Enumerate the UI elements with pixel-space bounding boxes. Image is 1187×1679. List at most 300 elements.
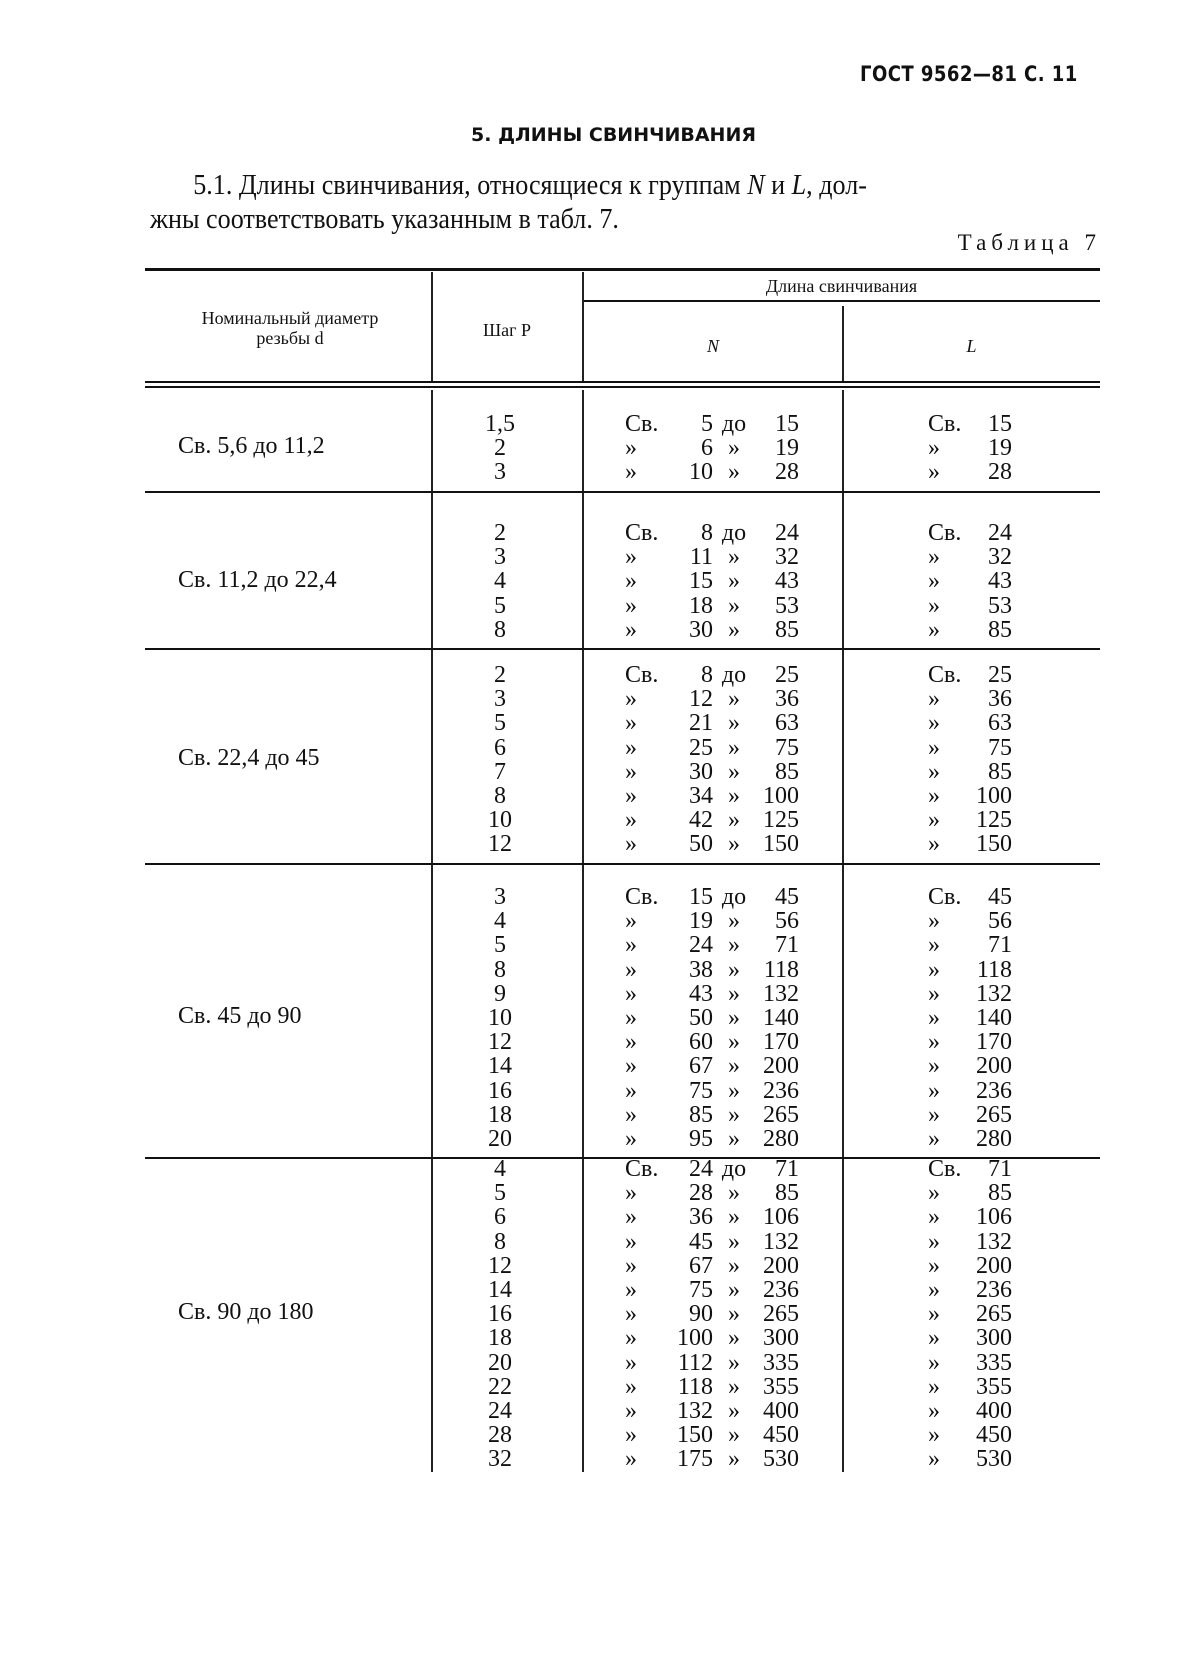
step-value: 6	[494, 1204, 506, 1231]
n-to: 63	[775, 710, 799, 737]
header-group-l: L	[966, 336, 977, 356]
n-mid: »	[728, 592, 740, 619]
n-to: 71	[775, 932, 799, 959]
n-mid: »	[728, 1398, 740, 1424]
n-pre: »	[625, 1077, 637, 1104]
l-val: 45	[988, 884, 1012, 910]
n-pre: »	[625, 686, 637, 713]
n-from: 67	[689, 1252, 713, 1279]
n-to: 125	[763, 807, 799, 834]
n-pre: »	[625, 1228, 637, 1255]
diameter-range: Св. 90 до 180	[178, 1299, 314, 1326]
n-pre: »	[625, 1180, 637, 1207]
n-mid: »	[728, 908, 740, 935]
n-from: 60	[689, 1029, 713, 1056]
n-to: 200	[763, 1053, 799, 1080]
l-val: 75	[988, 734, 1012, 761]
l-val: 265	[976, 1301, 1012, 1328]
l-pre: »	[928, 1204, 940, 1231]
step-value: 7	[494, 758, 506, 785]
step-value: 5	[494, 1180, 506, 1207]
step-value: 16	[488, 1301, 512, 1328]
l-val: 15	[988, 411, 1012, 437]
n-mid: »	[728, 435, 740, 462]
length-n-range	[625, 1326, 799, 1350]
n-to: 100	[763, 783, 799, 809]
l-pre: »	[928, 1180, 940, 1207]
l-pre: »	[928, 1228, 940, 1255]
l-pre: »	[928, 1029, 940, 1056]
n-pre: »	[625, 592, 637, 619]
l-pre: »	[928, 616, 940, 643]
running-head: ГОСТ 9562—81 С. 11	[860, 62, 1078, 86]
n-from: 42	[689, 807, 713, 834]
n-from: 38	[689, 956, 713, 983]
l-pre: »	[928, 1373, 940, 1400]
l-pre: »	[928, 686, 940, 713]
length-n-range	[625, 1127, 799, 1151]
n-to: 45	[775, 884, 799, 910]
n-from: 8	[701, 662, 713, 688]
length-n-range	[625, 1375, 799, 1399]
n-pre: Св.	[625, 884, 659, 910]
length-l-value	[928, 1399, 1012, 1423]
n-from: 30	[689, 616, 713, 643]
l-val: 236	[976, 1277, 1012, 1303]
length-n-range	[625, 1230, 799, 1254]
l-pre: »	[928, 1126, 940, 1152]
n-pre: »	[625, 1277, 637, 1303]
n-mid: »	[728, 831, 740, 858]
l-val: 85	[988, 616, 1012, 643]
table-top-rule	[145, 268, 1100, 271]
l-pre: »	[928, 1422, 940, 1449]
n-mid: »	[728, 734, 740, 761]
step-value: 14	[488, 1053, 512, 1080]
n-mid: до	[721, 1156, 747, 1182]
n-pre: »	[625, 1029, 637, 1056]
step-value: 2	[494, 520, 506, 546]
length-l-value	[928, 1103, 1012, 1127]
length-l-value	[928, 1030, 1012, 1054]
n-mid: »	[728, 1446, 740, 1473]
n-to: 53	[775, 592, 799, 619]
n-from: 95	[689, 1126, 713, 1152]
l-val: 280	[976, 1126, 1012, 1152]
l-pre: »	[928, 1398, 940, 1424]
n-mid: »	[728, 568, 740, 595]
paragraph-number: 5.1.	[193, 169, 233, 201]
length-l-value	[928, 958, 1012, 982]
l-pre: »	[928, 592, 940, 619]
n-mid: до	[721, 662, 747, 688]
length-l-value	[928, 1127, 1012, 1151]
step-value: 12	[488, 1029, 512, 1056]
length-n-range	[625, 736, 799, 760]
n-mid: »	[728, 1349, 740, 1376]
n-from: 24	[689, 932, 713, 959]
length-n-range	[625, 1103, 799, 1127]
l-pre: »	[928, 734, 940, 761]
n-from: 75	[689, 1077, 713, 1104]
n-pre: »	[625, 1204, 637, 1231]
n-pre: »	[625, 1101, 637, 1128]
n-mid: »	[728, 1422, 740, 1449]
n-pre: »	[625, 1301, 637, 1328]
l-val: 200	[976, 1252, 1012, 1279]
l-pre: »	[928, 980, 940, 1007]
length-n-range	[625, 1079, 799, 1103]
n-from: 12	[689, 686, 713, 713]
length-n-range	[625, 1030, 799, 1054]
n-to: 280	[763, 1126, 799, 1152]
length-l-value	[928, 663, 1012, 687]
step-value: 3	[494, 884, 506, 910]
l-pre: »	[928, 1077, 940, 1104]
length-n-range	[625, 545, 799, 569]
header-sub-rule	[583, 300, 1100, 302]
n-to: 300	[763, 1325, 799, 1352]
length-l-value	[928, 1423, 1012, 1447]
length-n-range	[625, 1399, 799, 1423]
length-n-range	[625, 909, 799, 933]
length-n-range	[625, 521, 799, 545]
n-mid: до	[721, 884, 747, 910]
diameter-range: Св. 45 до 90	[178, 1003, 302, 1030]
length-n-range	[625, 760, 799, 784]
step-value: 3	[494, 544, 506, 571]
length-l-value	[928, 1205, 1012, 1229]
l-val: 400	[976, 1398, 1012, 1424]
length-l-value	[928, 1230, 1012, 1254]
n-from: 15	[689, 568, 713, 595]
n-mid: до	[721, 520, 747, 546]
length-l-value	[928, 594, 1012, 618]
n-mid: »	[728, 1204, 740, 1231]
length-l-value	[928, 412, 1012, 436]
n-pre: »	[625, 616, 637, 643]
l-pre: »	[928, 1053, 940, 1080]
l-pre: »	[928, 831, 940, 858]
n-from: 118	[677, 1373, 713, 1400]
n-mid: »	[728, 758, 740, 785]
l-val: 355	[976, 1373, 1012, 1400]
n-from: 25	[689, 734, 713, 761]
length-n-range	[625, 1205, 799, 1229]
l-val: 36	[988, 686, 1012, 713]
n-from: 175	[677, 1446, 713, 1473]
n-pre: »	[625, 956, 637, 983]
n-mid: »	[728, 956, 740, 983]
length-n-range	[625, 1157, 799, 1181]
l-val: 71	[988, 932, 1012, 959]
l-pre: »	[928, 956, 940, 983]
n-mid: »	[728, 783, 740, 809]
header-step: Шаг P	[482, 320, 532, 340]
step-value: 12	[488, 1252, 512, 1279]
n-mid: »	[728, 980, 740, 1007]
l-pre: »	[928, 1277, 940, 1303]
l-val: 530	[976, 1446, 1012, 1473]
n-pre: Св.	[625, 520, 659, 546]
l-pre: »	[928, 710, 940, 737]
length-n-range	[625, 460, 799, 484]
paragraph-line-2: жны соответствовать указанным в табл. 7.	[150, 203, 619, 235]
n-mid: »	[728, 1277, 740, 1303]
l-pre: »	[928, 807, 940, 834]
n-mid: »	[728, 1228, 740, 1255]
step-value: 9	[494, 980, 506, 1007]
n-mid: »	[728, 1325, 740, 1352]
l-pre: »	[928, 544, 940, 571]
l-val: 71	[988, 1156, 1012, 1182]
step-value: 8	[494, 956, 506, 983]
length-n-range	[625, 832, 799, 856]
length-l-value	[928, 1351, 1012, 1375]
step-value: 8	[494, 616, 506, 643]
n-mid: »	[728, 1005, 740, 1031]
length-l-value	[928, 1278, 1012, 1302]
step-value: 8	[494, 1228, 506, 1255]
n-from: 50	[689, 831, 713, 858]
l-val: 53	[988, 592, 1012, 619]
l-val: 170	[976, 1029, 1012, 1056]
length-l-value	[928, 982, 1012, 1006]
n-to: 32	[775, 544, 799, 571]
paragraph-text-c: , дол-	[806, 169, 867, 201]
group-separator	[145, 648, 1100, 650]
length-l-value	[928, 1302, 1012, 1326]
l-pre: Св.	[928, 520, 962, 546]
group-separator	[145, 863, 1100, 865]
length-n-range	[625, 436, 799, 460]
l-pre: »	[928, 1349, 940, 1376]
n-from: 15	[689, 884, 713, 910]
n-to: 85	[775, 1180, 799, 1207]
diameter-range: Св. 11,2 до 22,4	[178, 566, 337, 593]
l-pre: Св.	[928, 1156, 962, 1182]
length-n-range	[625, 1278, 799, 1302]
step-value: 5	[494, 932, 506, 959]
n-to: 71	[775, 1156, 799, 1182]
length-n-range	[625, 1423, 799, 1447]
l-val: 450	[976, 1422, 1012, 1449]
l-val: 300	[976, 1325, 1012, 1352]
n-pre: »	[625, 1252, 637, 1279]
step-value: 5	[494, 592, 506, 619]
length-n-range	[625, 1302, 799, 1326]
n-to: 265	[763, 1101, 799, 1128]
l-val: 265	[976, 1101, 1012, 1128]
length-l-value	[928, 885, 1012, 909]
length-l-value	[928, 1375, 1012, 1399]
n-to: 530	[763, 1446, 799, 1473]
length-n-range	[625, 663, 799, 687]
l-val: 43	[988, 568, 1012, 595]
l-val: 85	[988, 1180, 1012, 1207]
body-divider-1	[431, 390, 433, 1472]
length-l-value	[928, 1157, 1012, 1181]
step-value: 16	[488, 1077, 512, 1104]
length-l-value	[928, 909, 1012, 933]
n-to: 19	[775, 435, 799, 462]
n-to: 25	[775, 662, 799, 688]
n-to: 355	[763, 1373, 799, 1400]
l-pre: »	[928, 908, 940, 935]
length-l-value	[928, 1054, 1012, 1078]
length-n-range	[625, 1351, 799, 1375]
l-val: 24	[988, 520, 1012, 546]
n-mid: до	[721, 411, 747, 437]
body-divider-3	[842, 390, 844, 1472]
n-mid: »	[728, 616, 740, 643]
length-l-value	[928, 808, 1012, 832]
n-pre: »	[625, 710, 637, 737]
body-divider-2	[582, 390, 584, 1472]
step-value: 1,5	[485, 411, 515, 437]
n-pre: »	[625, 783, 637, 809]
n-from: 100	[677, 1325, 713, 1352]
l-val: 63	[988, 710, 1012, 737]
n-pre: »	[625, 734, 637, 761]
l-val: 236	[976, 1077, 1012, 1104]
l-val: 100	[976, 783, 1012, 809]
n-pre: »	[625, 435, 637, 462]
n-from: 21	[689, 710, 713, 737]
l-pre: »	[928, 783, 940, 809]
l-val: 132	[976, 980, 1012, 1007]
l-val: 85	[988, 758, 1012, 785]
n-to: 140	[763, 1005, 799, 1031]
n-pre: »	[625, 1446, 637, 1473]
n-mid: »	[728, 932, 740, 959]
length-n-range	[625, 982, 799, 1006]
l-pre: »	[928, 435, 940, 462]
n-from: 43	[689, 980, 713, 1007]
l-val: 140	[976, 1005, 1012, 1031]
l-pre: Св.	[928, 411, 962, 437]
l-pre: »	[928, 1301, 940, 1328]
n-to: 132	[763, 980, 799, 1007]
length-l-value	[928, 1326, 1012, 1350]
l-pre: »	[928, 1252, 940, 1279]
n-from: 19	[689, 908, 713, 935]
length-n-range	[625, 711, 799, 735]
step-value: 14	[488, 1277, 512, 1303]
length-l-value	[928, 760, 1012, 784]
n-mid: »	[728, 1126, 740, 1152]
n-to: 265	[763, 1301, 799, 1328]
n-pre: »	[625, 1325, 637, 1352]
n-from: 112	[677, 1349, 713, 1376]
l-val: 106	[976, 1204, 1012, 1231]
length-n-range	[625, 958, 799, 982]
length-n-range	[625, 885, 799, 909]
length-l-value	[928, 460, 1012, 484]
n-to: 118	[763, 956, 799, 983]
step-value: 10	[488, 1005, 512, 1031]
n-pre: »	[625, 980, 637, 1007]
n-pre: Св.	[625, 1156, 659, 1182]
section-title: 5. ДЛИНЫ СВИНЧИВАНИЯ	[471, 124, 756, 146]
n-pre: »	[625, 568, 637, 595]
n-to: 85	[775, 616, 799, 643]
l-val: 132	[976, 1228, 1012, 1255]
length-l-value	[928, 545, 1012, 569]
n-mid: »	[728, 1252, 740, 1279]
n-from: 75	[689, 1277, 713, 1303]
n-from: 67	[689, 1053, 713, 1080]
step-value: 2	[494, 435, 506, 462]
l-val: 200	[976, 1053, 1012, 1080]
length-n-range	[625, 1254, 799, 1278]
header-length: Длина свинчивания	[765, 276, 918, 296]
n-mid: »	[728, 1077, 740, 1104]
n-from: 24	[689, 1156, 713, 1182]
n-mid: »	[728, 1029, 740, 1056]
step-value: 3	[494, 459, 506, 486]
length-n-range	[625, 1181, 799, 1205]
n-mid: »	[728, 807, 740, 834]
n-pre: »	[625, 1005, 637, 1031]
step-value: 4	[494, 568, 506, 595]
n-to: 36	[775, 686, 799, 713]
n-mid: »	[728, 710, 740, 737]
n-from: 8	[701, 520, 713, 546]
n-from: 36	[689, 1204, 713, 1231]
l-val: 125	[976, 807, 1012, 834]
n-to: 170	[763, 1029, 799, 1056]
n-to: 400	[763, 1398, 799, 1424]
n-to: 15	[775, 411, 799, 437]
n-from: 132	[677, 1398, 713, 1424]
n-pre: »	[625, 1398, 637, 1424]
length-n-range	[625, 1447, 799, 1471]
l-pre: »	[928, 1005, 940, 1031]
length-l-value	[928, 436, 1012, 460]
n-to: 75	[775, 734, 799, 761]
n-to: 236	[763, 1277, 799, 1303]
l-val: 19	[988, 435, 1012, 462]
diameter-range: Св. 5,6 до 11,2	[178, 433, 325, 460]
l-pre: »	[928, 1101, 940, 1128]
n-mid: »	[728, 459, 740, 486]
length-l-value	[928, 1254, 1012, 1278]
n-pre: »	[625, 1349, 637, 1376]
n-pre: Св.	[625, 411, 659, 437]
l-val: 118	[976, 956, 1012, 983]
header-group-n: N	[706, 336, 719, 356]
n-to: 132	[763, 1228, 799, 1255]
n-from: 85	[689, 1101, 713, 1128]
n-mid: »	[728, 1180, 740, 1207]
n-mid: »	[728, 1373, 740, 1400]
group-n-ref: N	[747, 169, 765, 201]
step-value: 20	[488, 1126, 512, 1152]
n-pre: »	[625, 544, 637, 571]
paragraph-text-b: и	[764, 169, 792, 201]
l-pre: Св.	[928, 884, 962, 910]
n-to: 150	[763, 831, 799, 858]
table-caption: Таблица 7	[957, 230, 1101, 255]
n-mid: »	[728, 686, 740, 713]
n-from: 18	[689, 592, 713, 619]
n-from: 90	[689, 1301, 713, 1328]
length-l-value	[928, 736, 1012, 760]
n-pre: »	[625, 1053, 637, 1080]
n-to: 28	[775, 459, 799, 486]
length-n-range	[625, 412, 799, 436]
